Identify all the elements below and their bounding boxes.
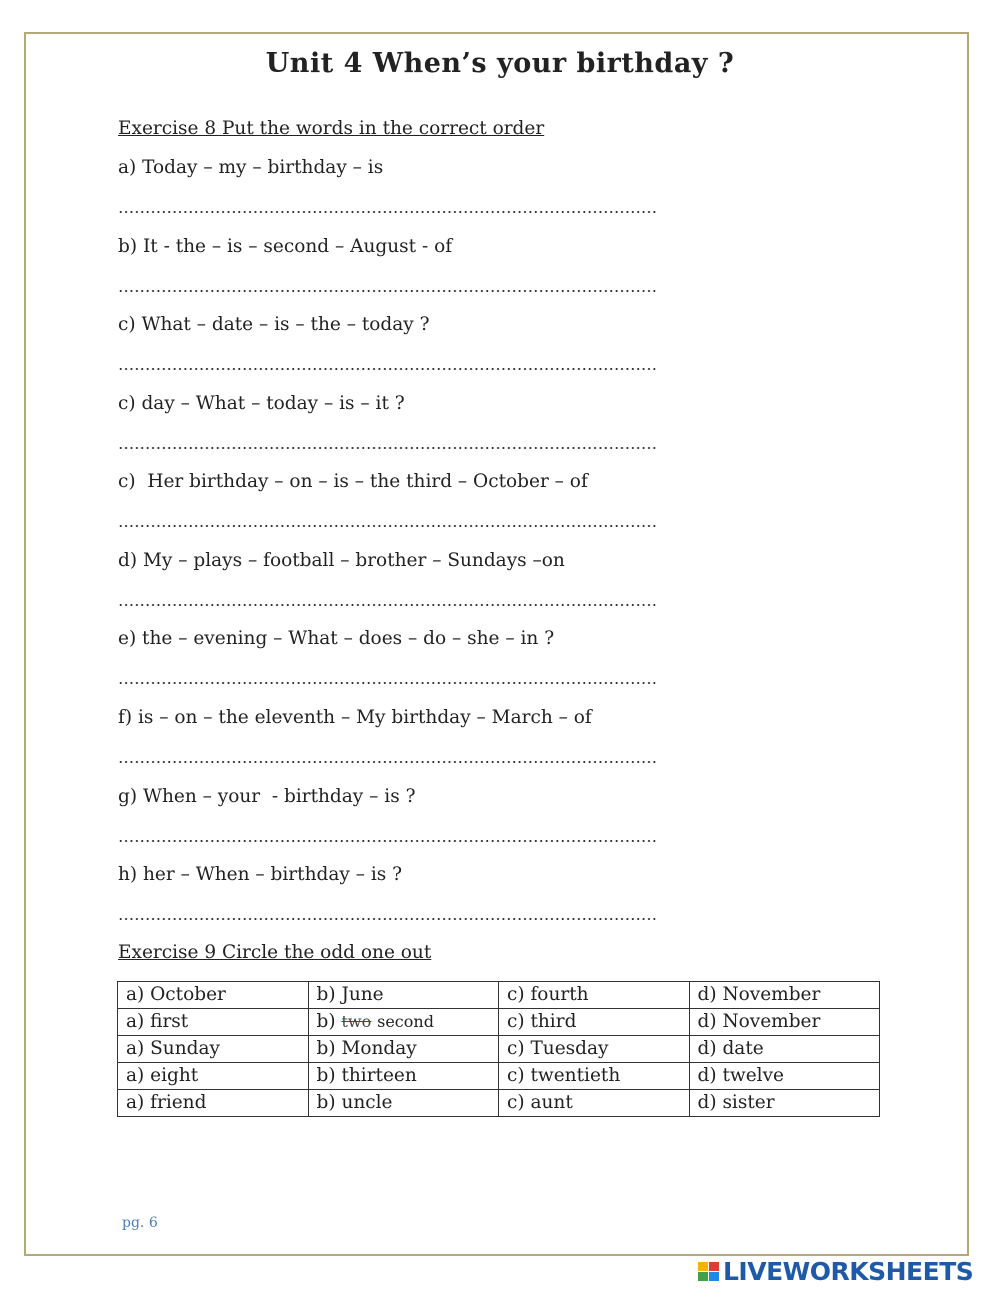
answer-line-c1[interactable]	[118, 367, 658, 371]
option-cell[interactable]: b) Monday	[308, 1036, 499, 1063]
question-d: d) My – plays – football – brother – Sundays –on	[118, 550, 565, 571]
answer-line-g[interactable]	[118, 839, 658, 843]
worksheet-title: Unit 4 When’s your birthday ?	[265, 48, 735, 79]
table-row	[118, 1036, 880, 1063]
page-number: pg. 6	[122, 1215, 158, 1231]
option-cell[interactable]: a) October	[118, 982, 309, 1009]
question-h: h) her – When – birthday – is ?	[118, 864, 403, 885]
question-a: a) Today – my – birthday – is	[118, 157, 384, 178]
table-row	[118, 1063, 880, 1090]
answer-line-c3[interactable]	[118, 524, 658, 528]
option-cell[interactable]: b) June	[308, 982, 499, 1009]
answer-line-f[interactable]	[118, 760, 658, 764]
answer-line-a[interactable]	[118, 210, 658, 214]
question-c3: c) Her birthday – on – is – the third – October – of	[118, 471, 588, 492]
question-b: b) It - the – is – second – August - of	[118, 236, 453, 257]
exercise-8-heading: Exercise 8 Put the words in the correct order	[118, 118, 545, 139]
answer-line-b[interactable]	[118, 289, 658, 293]
option-cell[interactable]: c) twentieth	[499, 1063, 690, 1090]
question-e: e) the – evening – What – does – do – she – in ?	[118, 628, 555, 649]
crossed-out-word: two	[341, 1012, 372, 1031]
table-row	[118, 1009, 880, 1036]
option-cell[interactable]: a) eight	[118, 1063, 309, 1090]
option-cell[interactable]: c) aunt	[499, 1090, 690, 1117]
logo-text: LIVEWORKSHEETS	[723, 1256, 974, 1286]
question-c1: c) What – date – is – the – today ?	[118, 314, 430, 335]
option-cell[interactable]: d) November	[689, 982, 880, 1009]
question-g: g) When – your - birthday – is ?	[118, 786, 416, 807]
option-cell[interactable]: c) fourth	[499, 982, 690, 1009]
option-cell[interactable]: d) twelve	[689, 1063, 880, 1090]
question-f: f) is – on – the eleventh – My birthday – March – of	[118, 707, 592, 728]
answer-line-h[interactable]	[118, 917, 658, 921]
option-cell[interactable]: a) first	[118, 1009, 309, 1036]
option-cell[interactable]: a) friend	[118, 1090, 309, 1117]
exercise-9-heading: Exercise 9 Circle the odd one out	[118, 942, 432, 963]
answer-line-c2[interactable]	[118, 446, 658, 450]
option-cell[interactable]: b) thirteen	[308, 1063, 499, 1090]
correction-word: second	[377, 1012, 434, 1031]
option-cell-corrected[interactable]	[308, 1009, 499, 1036]
option-cell[interactable]: c) third	[499, 1009, 690, 1036]
table-row	[118, 1090, 880, 1117]
answer-line-e[interactable]	[118, 681, 658, 685]
question-c2: c) day – What – today – is – it ?	[118, 393, 405, 414]
option-cell[interactable]: d) sister	[689, 1090, 880, 1117]
option-prefix: b)	[316, 1011, 336, 1032]
table-row	[118, 982, 880, 1009]
odd-one-out-table	[117, 981, 880, 1117]
logo-mark-icon	[698, 1262, 719, 1281]
option-cell[interactable]: b) uncle	[308, 1090, 499, 1117]
option-cell[interactable]: d) November	[689, 1009, 880, 1036]
option-cell[interactable]: d) date	[689, 1036, 880, 1063]
answer-line-d[interactable]	[118, 603, 658, 607]
option-cell[interactable]: a) Sunday	[118, 1036, 309, 1063]
liveworksheets-logo[interactable]	[698, 1257, 973, 1285]
option-cell[interactable]: c) Tuesday	[499, 1036, 690, 1063]
